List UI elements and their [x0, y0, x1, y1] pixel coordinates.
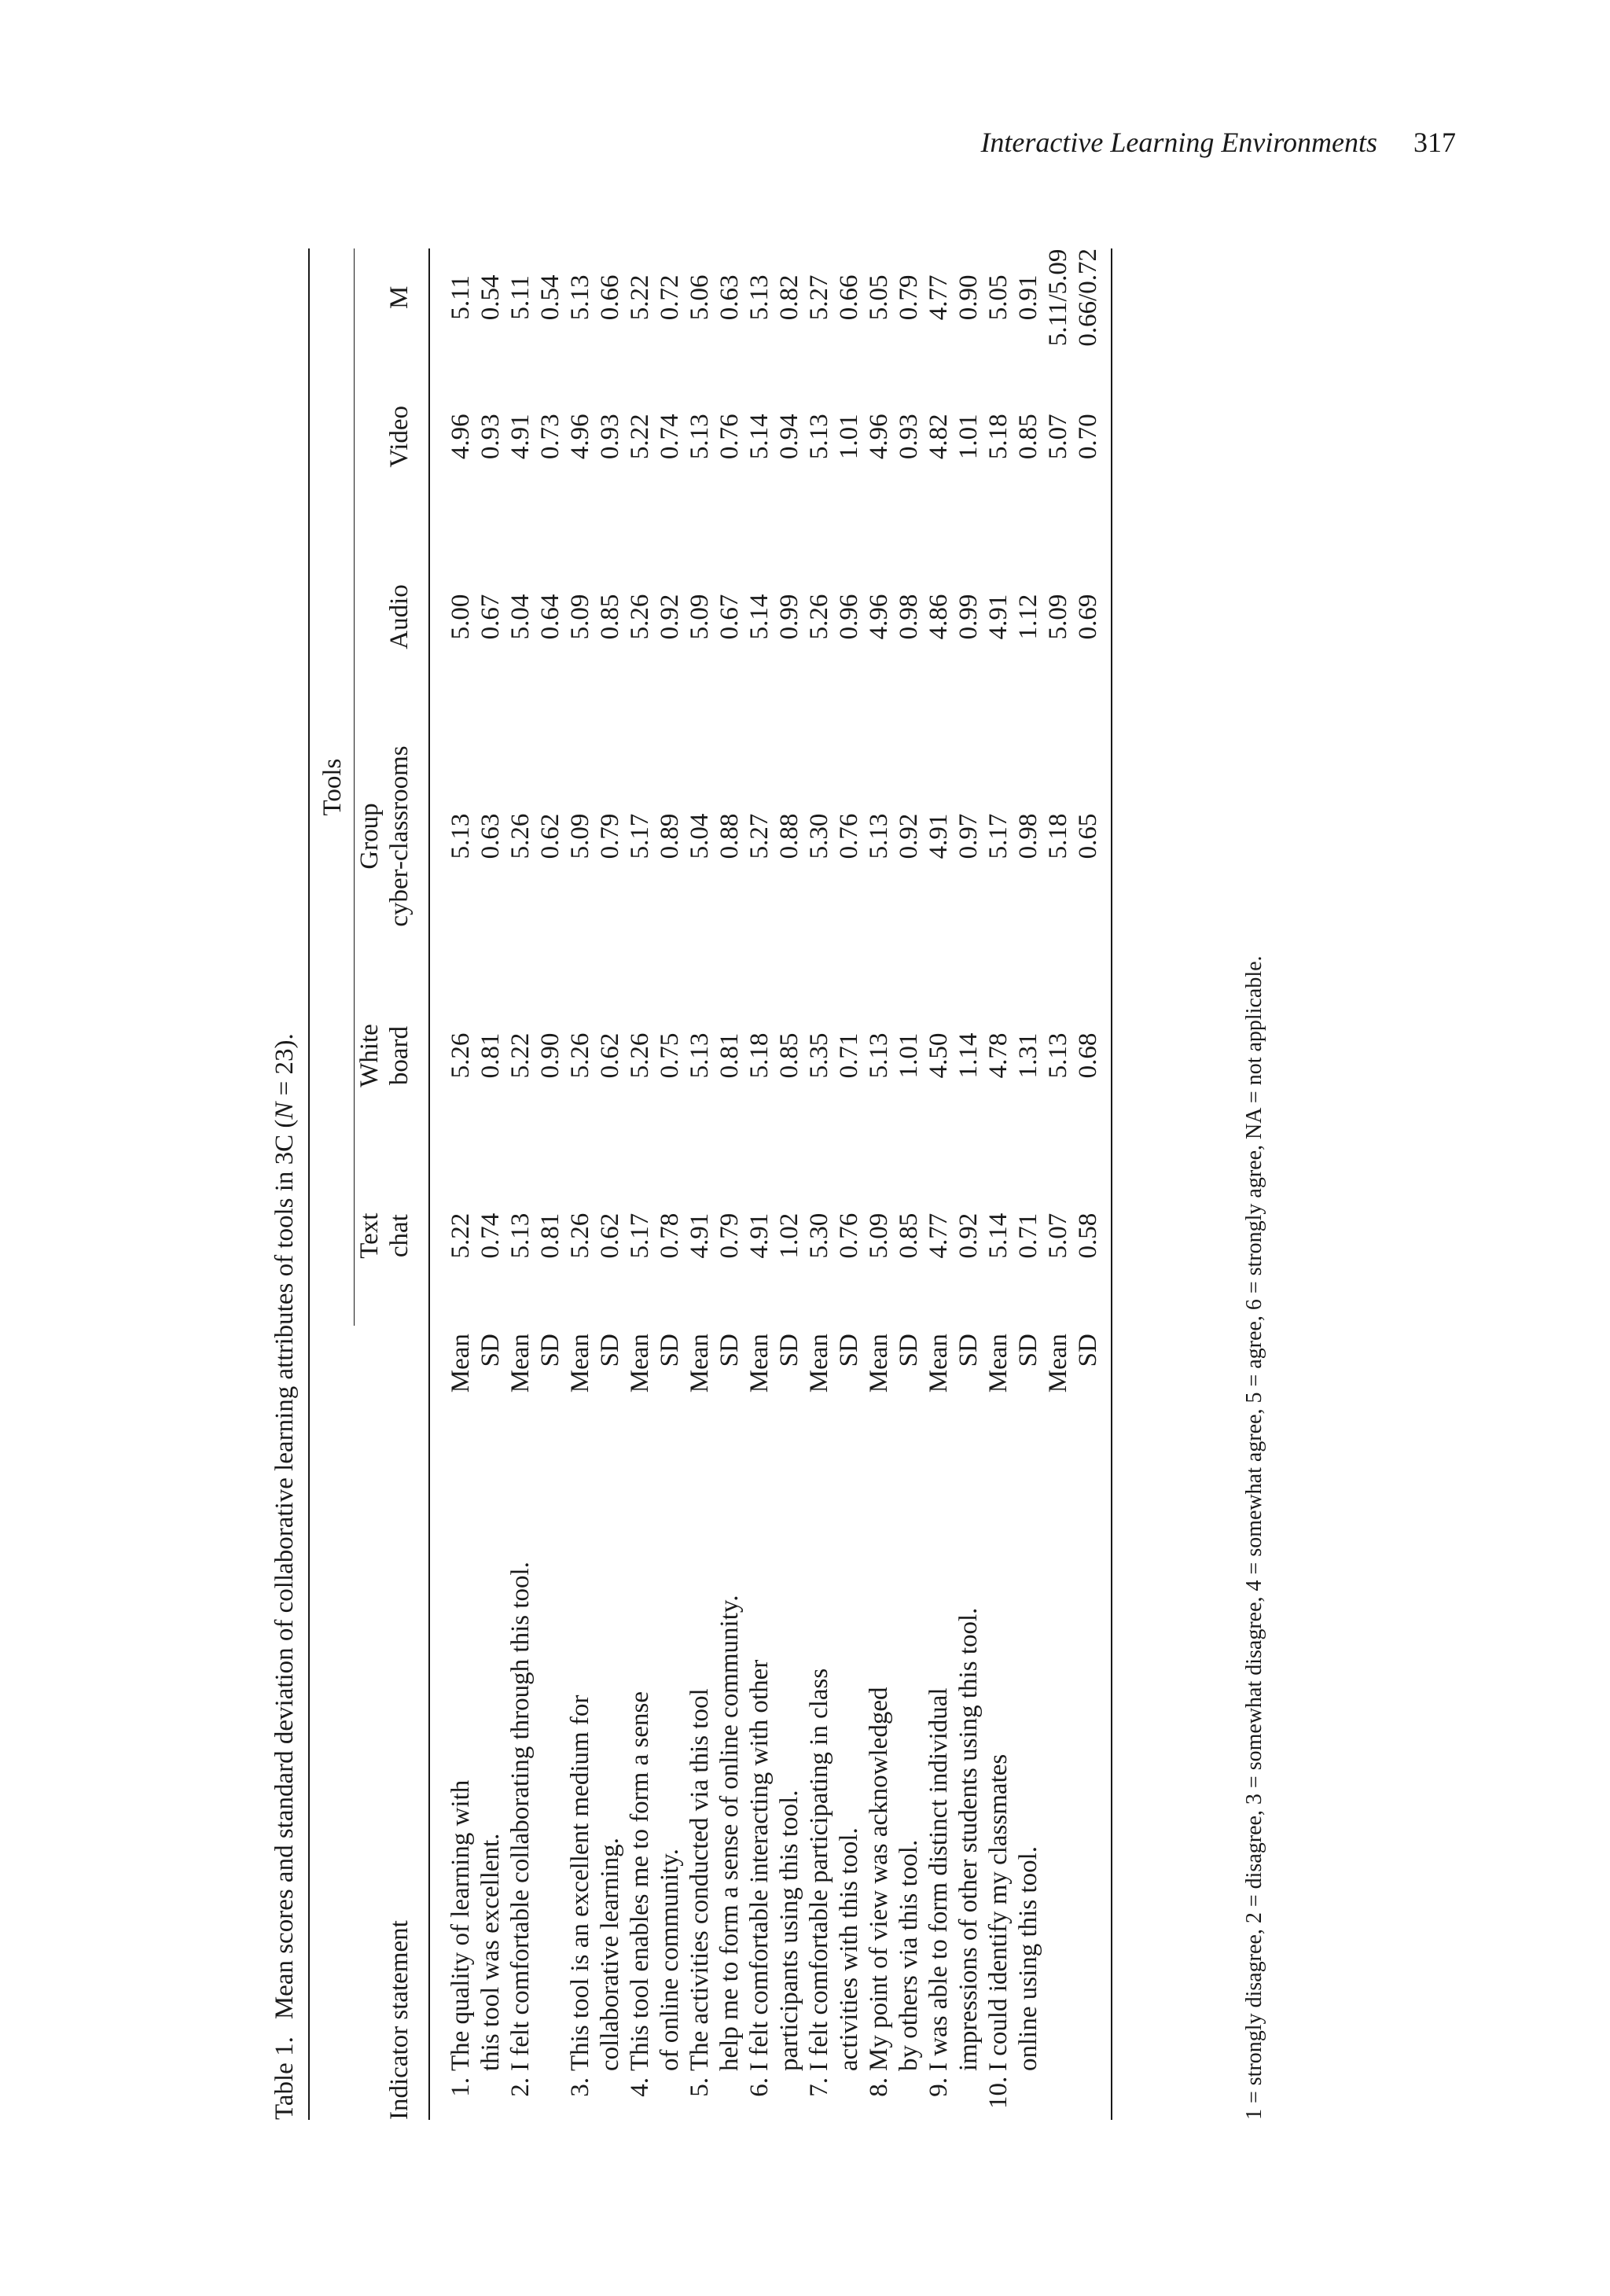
- white-board-value: 5.26: [626, 1032, 654, 1079]
- group-cyber-classrooms-value: 5.09: [566, 813, 594, 859]
- indicator-number: 5.: [686, 2077, 714, 2097]
- indicator-statement-cell: [505, 1452, 535, 2120]
- statistic-label: SD: [895, 1334, 923, 1367]
- table-row: [1073, 248, 1112, 2120]
- text-chat-value: 0.62: [596, 1212, 624, 1259]
- audio-value: 4.91: [984, 594, 1013, 640]
- audio-value: 4.96: [865, 594, 893, 640]
- indicator-text: by others via this tool.: [895, 1839, 923, 2071]
- audio-value: 0.67: [476, 594, 505, 640]
- audio-value: 0.98: [895, 594, 923, 640]
- video-value: 0.93: [596, 414, 624, 460]
- indicator-statement-cell: [655, 1452, 685, 2120]
- video-value: 0.93: [476, 414, 505, 460]
- white-board-value: 4.50: [924, 1032, 953, 1079]
- statistic-label: SD: [656, 1334, 684, 1367]
- table-row: [505, 248, 535, 2120]
- statistic-label: SD: [835, 1334, 863, 1367]
- indicator-text: My point of view was acknowledged: [865, 1687, 893, 2071]
- video-value: 0.73: [536, 414, 564, 460]
- video-value: 5.18: [984, 414, 1013, 460]
- text-chat-value: 0.76: [835, 1212, 863, 1259]
- indicator-statement-cell: [744, 1452, 774, 2120]
- indicator-number: 4.: [626, 2077, 654, 2097]
- white-board-value: 0.75: [656, 1032, 684, 1079]
- text-chat-value: 4.91: [745, 1212, 774, 1259]
- col-header-text-chat: Text chat: [355, 1212, 414, 1259]
- video-value: 1.01: [835, 414, 863, 460]
- white-board-value: 5.35: [805, 1032, 833, 1079]
- table-row: [744, 248, 774, 2120]
- statistic-label: Mean: [805, 1334, 833, 1393]
- indicator-statement-cell: [834, 1452, 864, 2120]
- group-cyber-classrooms-value: 0.62: [536, 813, 564, 859]
- video-value: 1.01: [954, 414, 983, 460]
- text-chat-value: 0.78: [656, 1212, 684, 1259]
- indicator-text: of online community.: [656, 1849, 684, 2071]
- indicator-statement-cell: [1043, 1452, 1073, 2120]
- statistic-label: Mean: [865, 1334, 893, 1393]
- m-value: 5.11: [506, 275, 535, 320]
- text-chat-value: 0.79: [715, 1212, 744, 1259]
- m-value: 0.79: [895, 274, 923, 321]
- m-value: 5.06: [686, 274, 714, 321]
- group-cyber-classrooms-value: 5.30: [805, 813, 833, 859]
- video-value: 0.70: [1074, 414, 1102, 460]
- group-cyber-classrooms-value: 0.76: [835, 813, 863, 859]
- indicator-number: 7.: [805, 2077, 833, 2097]
- indicator-statement-cell: [625, 1452, 655, 2120]
- tools-header: Tools: [309, 248, 355, 1326]
- audio-value: 5.26: [626, 594, 654, 640]
- text-chat-value: 4.91: [686, 1212, 714, 1259]
- indicator-text: participants using this tool.: [775, 1790, 803, 2071]
- m-value: 0.66/0.72: [1074, 248, 1102, 347]
- m-value: 5.05: [865, 274, 893, 321]
- group-cyber-classrooms-value: 5.27: [745, 813, 774, 859]
- col-header-video: Video: [385, 405, 414, 468]
- indicator-text: I was able to form distinct individual: [924, 1687, 953, 2071]
- indicator-text: collaborative learning.: [596, 1838, 624, 2071]
- video-value: 4.96: [865, 414, 893, 460]
- indicator-text: I felt comfortable participating in class: [805, 1668, 833, 2071]
- table-row: [804, 248, 834, 2120]
- audio-value: 5.14: [745, 594, 774, 640]
- video-value: 0.93: [895, 414, 923, 460]
- white-board-value: 0.81: [476, 1032, 505, 1079]
- m-value: 0.63: [715, 274, 744, 321]
- audio-value: 0.85: [596, 594, 624, 640]
- video-value: 5.13: [805, 414, 833, 460]
- indicator-number: 10.: [984, 2076, 1013, 2109]
- audio-value: 5.09: [566, 594, 594, 640]
- group-cyber-classrooms-value: 5.17: [626, 813, 654, 859]
- table-row: [774, 248, 804, 2120]
- indicator-text: I felt comfortable interacting with other: [745, 1659, 774, 2071]
- text-chat-value: 0.92: [954, 1212, 983, 1259]
- group-cyber-classrooms-value: 5.04: [686, 813, 714, 859]
- indicator-number: 3.: [566, 2077, 594, 2097]
- indicator-statement-cell: [1013, 1452, 1043, 2120]
- audio-value: 0.99: [954, 594, 983, 640]
- indicator-statement-cell: [429, 1452, 476, 2120]
- table-label: Table 1.: [270, 2037, 299, 2120]
- indicator-statement-cell: [864, 1452, 894, 2120]
- group-cyber-classrooms-value: 5.13: [865, 813, 893, 859]
- group-cyber-classrooms-value: 0.97: [954, 813, 983, 859]
- text-chat-value: 5.30: [805, 1212, 833, 1259]
- audio-value: 5.00: [447, 594, 475, 640]
- col-header-indicator: Indicator statement: [385, 1920, 414, 2120]
- audio-value: 4.86: [924, 594, 953, 640]
- group-cyber-classrooms-value: 4.91: [924, 813, 953, 859]
- indicator-statement-cell: [924, 1452, 954, 2120]
- group-cyber-classrooms-value: 0.79: [596, 813, 624, 859]
- col-header-group-cyber-classrooms: Group cyber-classrooms: [355, 745, 414, 927]
- m-value: 5.11: [447, 275, 475, 320]
- audio-value: 0.64: [536, 594, 564, 640]
- m-value: 0.82: [775, 274, 803, 321]
- indicator-statement-cell: [535, 1452, 565, 2120]
- audio-value: 1.12: [1014, 594, 1042, 640]
- text-chat-value: 0.71: [1014, 1212, 1042, 1259]
- white-board-value: 5.13: [865, 1032, 893, 1079]
- statistic-label: SD: [1074, 1334, 1102, 1367]
- white-board-value: 5.13: [1044, 1032, 1072, 1079]
- statistic-label: SD: [775, 1334, 803, 1367]
- m-value: 0.91: [1014, 274, 1042, 321]
- page-number: 317: [1413, 127, 1456, 158]
- audio-value: 0.99: [775, 594, 803, 640]
- statistic-label: Mean: [626, 1334, 654, 1393]
- indicator-number: 6.: [745, 2077, 774, 2097]
- indicator-statement-cell: [983, 1452, 1013, 2120]
- white-board-value: 0.68: [1074, 1032, 1102, 1079]
- col-header-audio: Audio: [385, 584, 414, 649]
- white-board-value: 5.13: [686, 1032, 714, 1079]
- table-row: [625, 248, 655, 2120]
- indicator-text: The quality of learning with: [447, 1779, 475, 2071]
- m-value: 5.27: [805, 274, 833, 321]
- caption-text-post: = 23).: [270, 1033, 299, 1102]
- indicator-text: this tool was excellent.: [476, 1833, 505, 2071]
- tools-header-row: [309, 248, 355, 2120]
- white-board-value: 1.01: [895, 1032, 923, 1079]
- m-value: 5.22: [626, 274, 654, 321]
- white-board-value: 0.81: [715, 1032, 744, 1079]
- m-value: 0.54: [476, 274, 505, 321]
- video-value: 4.96: [566, 414, 594, 460]
- table-row: [983, 248, 1013, 2120]
- table-row: [476, 248, 505, 2120]
- statistic-label: Mean: [924, 1334, 953, 1393]
- text-chat-value: 5.17: [626, 1212, 654, 1259]
- indicator-text: This tool is an excellent medium for: [566, 1694, 594, 2071]
- audio-value: 0.92: [656, 594, 684, 640]
- statistic-label: SD: [954, 1334, 983, 1367]
- table-row: [655, 248, 685, 2120]
- m-value: 5.11/5.09: [1044, 248, 1072, 347]
- running-head-journal: Interactive Learning Environments: [980, 127, 1377, 158]
- table-row: [864, 248, 894, 2120]
- video-value: 0.76: [715, 414, 744, 460]
- indicator-statement-cell: [954, 1452, 983, 2120]
- column-header-row: [355, 248, 430, 2120]
- caption-n: N: [270, 1102, 299, 1120]
- indicator-text: online using this tool.: [1014, 1845, 1042, 2071]
- text-chat-value: 5.26: [566, 1212, 594, 1259]
- table-caption: [270, 1033, 300, 2120]
- statistic-label: Mean: [447, 1334, 475, 1393]
- group-cyber-classrooms-value: 0.98: [1014, 813, 1042, 859]
- indicator-statement-cell: [565, 1452, 595, 2120]
- statistic-label: SD: [715, 1334, 744, 1367]
- white-board-value: 0.90: [536, 1032, 564, 1079]
- indicator-number: 1.: [447, 2077, 475, 2097]
- table-row: [595, 248, 625, 2120]
- m-value: 5.13: [745, 274, 774, 321]
- rotated-table-block: [270, 107, 1308, 2120]
- indicator-statement-cell: [894, 1452, 924, 2120]
- m-value: 5.13: [566, 274, 594, 321]
- indicator-statement-cell: [476, 1452, 505, 2120]
- text-chat-value: 0.74: [476, 1212, 505, 1259]
- statistic-label: Mean: [745, 1334, 774, 1393]
- white-board-value: 5.26: [566, 1032, 594, 1079]
- indicator-statement-cell: [774, 1452, 804, 2120]
- audio-value: 5.09: [686, 594, 714, 640]
- text-chat-value: 5.13: [506, 1212, 535, 1259]
- audio-value: 0.96: [835, 594, 863, 640]
- video-value: 5.22: [626, 414, 654, 460]
- video-value: 4.82: [924, 414, 953, 460]
- group-cyber-classrooms-value: 0.89: [656, 813, 684, 859]
- table-row: [924, 248, 954, 2120]
- indicator-text: I felt comfortable collaborating through this tool.: [506, 1562, 535, 2071]
- video-value: 4.91: [506, 414, 535, 460]
- statistic-label: Mean: [984, 1334, 1013, 1393]
- white-board-value: 5.26: [447, 1032, 475, 1079]
- text-chat-value: 5.22: [447, 1212, 475, 1259]
- statistic-label: SD: [476, 1334, 505, 1367]
- table-row: [954, 248, 983, 2120]
- white-board-value: 0.71: [835, 1032, 863, 1079]
- table-row: [1013, 248, 1043, 2120]
- table-row: [834, 248, 864, 2120]
- indicator-text: I could identify my classmates: [984, 1753, 1013, 2071]
- indicator-text: The activities conducted via this tool: [686, 1688, 714, 2071]
- statistic-label: SD: [1014, 1334, 1042, 1367]
- indicator-text: impressions of other students using this tool.: [954, 1607, 983, 2071]
- table-footnote: 1 = strongly disagree, 2 = disagree, 3 = somewhat disagree, 4 = somewhat agree, 5 = agree, 6 = strongly agree, NA = not applicable.: [1242, 955, 1266, 2120]
- group-cyber-classrooms-value: 5.13: [447, 813, 475, 859]
- video-value: 0.74: [656, 414, 684, 460]
- table-row: [429, 248, 476, 2120]
- indicator-number: 8.: [865, 2077, 893, 2097]
- m-value: 0.66: [596, 274, 624, 321]
- video-value: 5.13: [686, 414, 714, 460]
- indicator-statement-cell: [715, 1452, 744, 2120]
- indicator-statement-cell: [685, 1452, 715, 2120]
- audio-value: 0.67: [715, 594, 744, 640]
- video-value: 4.96: [447, 414, 475, 460]
- table-row: [715, 248, 744, 2120]
- text-chat-value: 1.02: [775, 1212, 803, 1259]
- m-value: 0.90: [954, 274, 983, 321]
- group-cyber-classrooms-value: 0.88: [715, 813, 744, 859]
- group-cyber-classrooms-value: 5.17: [984, 813, 1013, 859]
- white-board-value: 0.85: [775, 1032, 803, 1079]
- text-chat-value: 4.77: [924, 1212, 953, 1259]
- video-value: 5.14: [745, 414, 774, 460]
- statistic-label: Mean: [686, 1334, 714, 1393]
- m-value: 4.77: [924, 274, 953, 321]
- m-value: 0.66: [835, 274, 863, 321]
- indicator-text: This tool enables me to form a sense: [626, 1691, 654, 2071]
- white-board-value: 1.14: [954, 1032, 983, 1079]
- indicator-statement-cell: [595, 1452, 625, 2120]
- video-value: 5.07: [1044, 414, 1072, 460]
- statistic-label: Mean: [566, 1334, 594, 1393]
- white-board-value: 5.18: [745, 1032, 774, 1079]
- video-value: 0.85: [1014, 414, 1042, 460]
- white-board-value: 5.22: [506, 1032, 535, 1079]
- group-cyber-classrooms-value: 5.26: [506, 813, 535, 859]
- statistic-label: Mean: [506, 1334, 535, 1393]
- m-value: 0.54: [536, 274, 564, 321]
- text-chat-value: 0.81: [536, 1212, 564, 1259]
- text-chat-value: 0.58: [1074, 1212, 1102, 1259]
- group-cyber-classrooms-value: 0.65: [1074, 813, 1102, 859]
- white-board-value: 0.62: [596, 1032, 624, 1079]
- indicator-number: 9.: [924, 2077, 953, 2097]
- indicator-text: help me to form a sense of online community.: [715, 1595, 744, 2071]
- text-chat-value: 5.14: [984, 1212, 1013, 1259]
- white-board-value: 4.78: [984, 1032, 1013, 1079]
- audio-value: 5.04: [506, 594, 535, 640]
- m-value: 5.05: [984, 274, 1013, 321]
- audio-value: 5.26: [805, 594, 833, 640]
- statistic-label: SD: [536, 1334, 564, 1367]
- indicator-number: 2.: [506, 2077, 535, 2097]
- m-value: 0.72: [656, 274, 684, 321]
- col-header-m: M: [385, 285, 414, 310]
- results-table: [308, 248, 1112, 2120]
- statistic-label: SD: [596, 1334, 624, 1367]
- statistic-label: Mean: [1044, 1334, 1072, 1393]
- indicator-statement-cell: [1073, 1452, 1112, 2120]
- col-header-white-board: White board: [355, 1024, 414, 1087]
- table-row: [685, 248, 715, 2120]
- group-cyber-classrooms-value: 5.18: [1044, 813, 1072, 859]
- table-body: [429, 248, 1112, 2120]
- group-cyber-classrooms-value: 0.63: [476, 813, 505, 859]
- white-board-value: 1.31: [1014, 1032, 1042, 1079]
- text-chat-value: 5.07: [1044, 1212, 1072, 1259]
- group-cyber-classrooms-value: 0.92: [895, 813, 923, 859]
- table-row: [535, 248, 565, 2120]
- caption-text-pre: Mean scores and standard deviation of collaborative learning attributes of tools in 3C (: [270, 1119, 299, 2020]
- audio-value: 0.69: [1074, 594, 1102, 640]
- indicator-text: activities with this tool.: [835, 1827, 863, 2071]
- text-chat-value: 0.85: [895, 1212, 923, 1259]
- text-chat-value: 5.09: [865, 1212, 893, 1259]
- indicator-statement-cell: [804, 1452, 834, 2120]
- table-row: [565, 248, 595, 2120]
- audio-value: 5.09: [1044, 594, 1072, 640]
- table-row: [1043, 248, 1073, 2120]
- group-cyber-classrooms-value: 0.88: [775, 813, 803, 859]
- table-row: [894, 248, 924, 2120]
- video-value: 0.94: [775, 414, 803, 460]
